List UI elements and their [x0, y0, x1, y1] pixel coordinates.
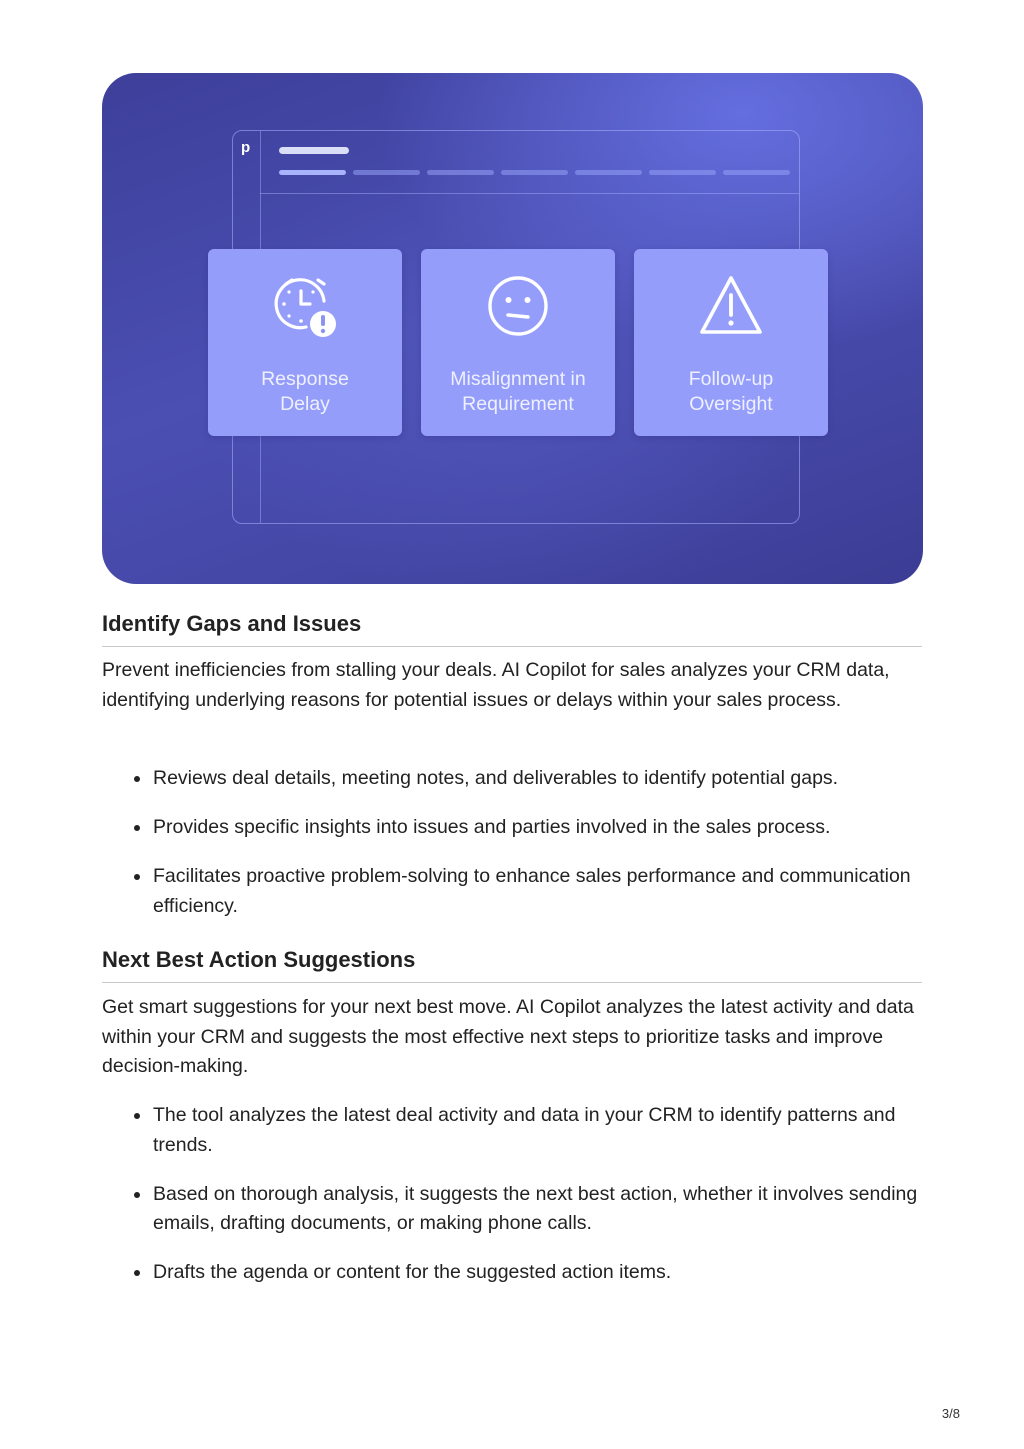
mock-tab: [575, 170, 642, 175]
issue-card-follow-up: [634, 249, 828, 436]
mock-tab: [723, 170, 790, 175]
bullet-list: [102, 764, 922, 941]
section-heading-next-best-action: Next Best Action Suggestions: [102, 947, 922, 983]
issue-card-label: Response Delay: [261, 368, 349, 415]
section-paragraph: Get smart suggestions for your next best move. AI Copilot analyzes the latest activity and data within your CRM and suggests the most effective next steps to prioritize tasks and improve decision-making.: [102, 996, 914, 1077]
section-paragraph: Prevent inefficiencies from stalling your deals. AI Copilot for sales analyzes your CRM data, identifying underlying reasons for potential issues or delays within your sales process.: [102, 659, 890, 711]
mock-tab: [427, 170, 494, 175]
list-item: Reviews deal details, meeting notes, and deliverables to identify potential gaps.: [102, 764, 922, 794]
mock-tab: [353, 170, 420, 175]
list-item: Based on thorough analysis, it suggests the next best action, whether it involves sending emails, drafting documents, or making phone calls.: [102, 1180, 922, 1239]
list-item: The tool analyzes the latest deal activity and data in your CRM to identify patterns and trends.: [102, 1101, 922, 1160]
bullet-list: [102, 1101, 922, 1307]
mock-tab: [501, 170, 568, 175]
mock-tab: [279, 170, 346, 175]
page-number: 3/8: [941, 1406, 960, 1421]
mock-header-divider: [260, 193, 799, 194]
mock-title-placeholder: [279, 147, 349, 154]
mock-tab-bar: [279, 170, 790, 175]
hero-illustration: [102, 73, 923, 584]
issue-cards: [208, 249, 828, 436]
issue-card-label: Follow-up Oversight: [688, 368, 774, 415]
warning-triangle-icon: [698, 273, 764, 339]
issue-card-label: Misalignment in Requirement: [450, 368, 586, 415]
issue-card-misalignment: [421, 249, 615, 436]
mock-tab: [649, 170, 716, 175]
section-heading-identify-gaps: Identify Gaps and Issues: [102, 611, 922, 647]
mock-logo: p: [241, 139, 251, 156]
issue-card-response-delay: [208, 249, 402, 436]
list-item: Provides specific insights into issues and parties involved in the sales process.: [102, 813, 922, 843]
clock-alert-icon: [272, 273, 338, 339]
list-item: Facilitates proactive problem-solving to enhance sales performance and communication efficiency.: [102, 862, 922, 921]
list-item: Drafts the agenda or content for the suggested action items.: [102, 1258, 922, 1288]
neutral-face-icon: [485, 273, 551, 339]
